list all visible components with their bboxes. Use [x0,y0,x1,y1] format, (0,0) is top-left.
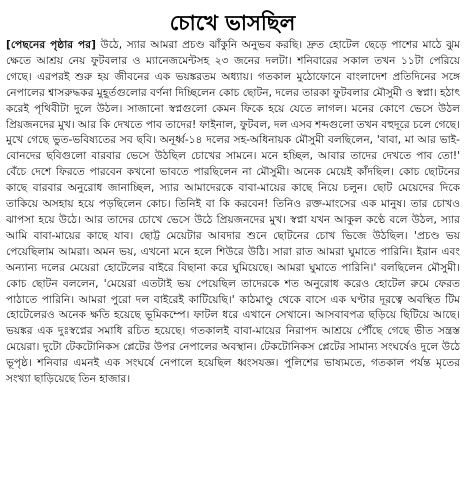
headline: চোখে ভাসছিল [169,10,296,35]
continuation-note: [পেছনের পৃষ্ঠার পর] [6,39,96,51]
article-body [6,38,460,493]
article-text: উঠে, স্যার আমরা প্রচণ্ড ঝাঁকুনি অনুভব করছি। দ্রুত হোটেল ছেড়ে পাশের মাঠে ঝুম ক্ষেতে আশ্রয় নেয় ফুটবলার ও ম্যানেজমেন্টসহ ২৩ জনের দলটা। শনিবারের সকাল তখন ১১টা পেরিয়ে গেছে। এরপরই শুরু হয় জীবনের এক ভয়ঙ্করতম অধ্যায়। গতকাল মুঠোফোনে বাংলাদেশ প্রতিদিনের সঙ্গে নেপালের শ্বাসরুদ্ধকর মুহূর্তগুলোর বর্ণনা দিচ্ছিলেন কোচ ছোটন, দলের তারকা ফুটবলার মৌসুমী ও স্বপ্না। হঠাৎ করেই পৃথিবীটা দুলে উঠল। সাজানো স্বপ্নগুলো কেমন ফিকে হয়ে যেতে লাগল। মনের কোণে ভেসে উঠল প্রিয়জনদের মুখ। আর কি দেখতে পাব তাদের! ফাইনাল, ফুটবল, দল এসব শব্দগুলো তখন বহুদূরে চলে গেছে। মুখে গেছে ভুত-ভবিষ্যতের সব ছবি। অনূর্ধ্ব-১৪ দলের সহ-অধিনায়ক মৌসুমী বলছিলেন, 'বাবা, মা আর ভাই-বোনদের ছবিগুলো বারবার ভেসে উঠছিল চোখের সামনে। মনে হচ্ছিল, আবার তাদের দেখতে পাব তো!' বেঁচে দেশে ফিরতে পারবেন কখনো ভাবতে পারছিলেন না মৌসুমী। অনেক মেয়েই কাঁদছিল। কোচ ছোটনের কাছে বারবার অনুরোধ জানাচ্ছিল, স্যার আমাদেরকে বাবা-মায়ের কাছে নিয়ে চলুন। ছোট মেয়েদের দিকে তাকিয়ে অসহায় হয়ে পড়ছিলেন কোচ। তিনিই বা কি করবেন! তিনিও রক্ত-মাংসের এক মানুষ। তার চোখও ঝাপসা হয়ে উঠে। আর তাদের চোখে ভেসে উঠে প্রিয়জনদের মুখ। স্বপ্না যখন আকুল কণ্ঠে বলে উঠল, স্যার আমি বাবা-মায়ের কাছে যাব। ছোট্ট মেয়েটার আবদার শুনে ছোটনের চোখ ভিজে উঠছিল। 'প্রচণ্ড ভয় পেয়েছিলাম আমরা। অমন ভয়, এখনো মনে হলে শিউরে উঠি। সারা রাত আমরা ঘুমাতে পারিনি। ইরান এবং অন্যান্য দলের মেয়েরা হোটেলের বাইরে বিছানা করে ঘুমিয়েছে। আমরা ঘুমাতে পারিনি।' বলছিলেন মৌসুমী। কোচ ছোটন বললেন, 'মেয়েরা এতটাই ভয় পেয়েছিল তাদেরকে শত অনুরোধ করেও হোটেল রুমে ফেরত পাঠাতে পারিনি। আমরা পুরো দল বাইরেই কাটিয়েছি।' কাঠমাণ্ডু থেকে বাসে এক ঘণ্টার দূরত্বে অবস্থিত টিম হোটেলেরও অনেক ক্ষতি হয়েছে ভূমিকম্পে। ফাটল ধরে এখানে সেখানে। আসবাবপত্র ছড়িয়ে ছিটিয়ে আছে। ভয়ঙ্কর এক দুঃস্বপ্নের সমাধি রচিত হয়েছে। গতকালই বাবা-মায়ের নিরাপদ আশ্রয়ে পৌঁছে গেছে ভীত সন্ত্রস্ত মেয়েরা। দুটো টেকটোনিকস প্লেটের উপর নেপালের অবস্থান। টেকটোনিকস প্লেটের সামান্য সংঘর্ষেও দুলে উঠে ভূপৃষ্ঠ। শনিবার এমনই এক সংঘর্ষে নেপালে হয়েছিল ধ্বংসযজ্ঞ। পুলিশের ভাষ্যমতে, গতকাল পর্যন্ত মৃতের সংখ্যা ছাড়িয়েছে তিন হাজার। [6,39,460,386]
article-paragraph [6,38,460,388]
